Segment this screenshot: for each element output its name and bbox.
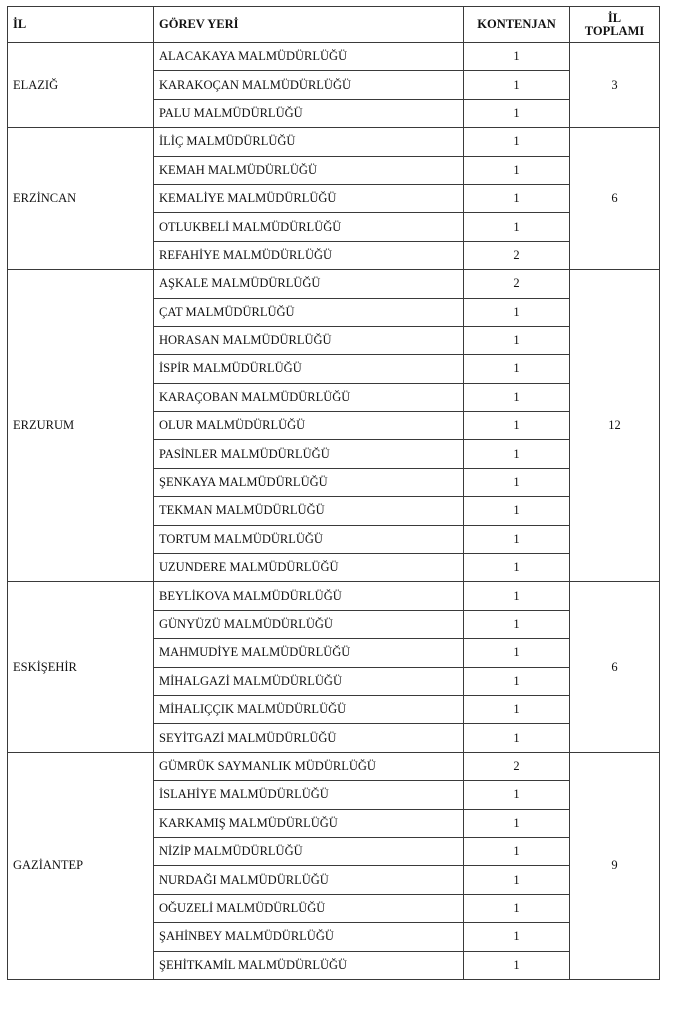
quota-cell: 1 (464, 951, 570, 979)
table-row (8, 43, 660, 71)
quota-cell: 1 (464, 639, 570, 667)
quota-cell: 1 (464, 213, 570, 241)
office-cell: TEKMAN MALMÜDÜRLÜĞÜ (154, 497, 464, 525)
office-cell: GÜMRÜK SAYMANLIK MÜDÜRLÜĞÜ (154, 752, 464, 780)
quota-cell: 1 (464, 582, 570, 610)
quota-cell: 1 (464, 184, 570, 212)
office-cell: MİHALIÇÇIK MALMÜDÜRLÜĞÜ (154, 695, 464, 723)
province-total-cell: 3 (570, 43, 660, 128)
office-cell: UZUNDERE MALMÜDÜRLÜĞÜ (154, 554, 464, 582)
header-row (8, 7, 660, 43)
quota-cell: 1 (464, 667, 570, 695)
quota-cell: 1 (464, 554, 570, 582)
quota-cell: 1 (464, 809, 570, 837)
quota-cell: 1 (464, 412, 570, 440)
office-cell: PALU MALMÜDÜRLÜĞÜ (154, 99, 464, 127)
quota-cell: 1 (464, 724, 570, 752)
quota-cell: 1 (464, 497, 570, 525)
office-cell: ŞAHİNBEY MALMÜDÜRLÜĞÜ (154, 923, 464, 951)
quota-cell: 1 (464, 781, 570, 809)
table-row (8, 128, 660, 156)
quota-cell: 1 (464, 99, 570, 127)
office-cell: KEMAH MALMÜDÜRLÜĞÜ (154, 156, 464, 184)
quota-cell: 1 (464, 128, 570, 156)
office-cell: KARAÇOBAN MALMÜDÜRLÜĞÜ (154, 383, 464, 411)
quota-cell: 1 (464, 440, 570, 468)
header-il-toplami-line2: TOPLAMI (584, 23, 645, 38)
quota-cell: 1 (464, 610, 570, 638)
office-cell: TORTUM MALMÜDÜRLÜĞÜ (154, 525, 464, 553)
table-body (8, 43, 660, 980)
office-cell: OTLUKBELİ MALMÜDÜRLÜĞÜ (154, 213, 464, 241)
office-cell: ŞENKAYA MALMÜDÜRLÜĞÜ (154, 468, 464, 496)
quota-cell: 1 (464, 298, 570, 326)
quota-cell: 1 (464, 43, 570, 71)
quota-cell: 2 (464, 270, 570, 298)
office-cell: ÇAT MALMÜDÜRLÜĞÜ (154, 298, 464, 326)
province-cell: ESKİŞEHİR (8, 582, 154, 752)
province-cell: GAZİANTEP (8, 752, 154, 979)
office-cell: ŞEHİTKAMİL MALMÜDÜRLÜĞÜ (154, 951, 464, 979)
office-cell: REFAHİYE MALMÜDÜRLÜĞÜ (154, 241, 464, 269)
header-gorev-yeri: GÖREV YERİ (154, 7, 464, 43)
quota-cell: 1 (464, 383, 570, 411)
quota-cell: 1 (464, 468, 570, 496)
province-cell: ELAZIĞ (8, 43, 154, 128)
header-il-toplami (570, 7, 660, 43)
office-cell: OLUR MALMÜDÜRLÜĞÜ (154, 412, 464, 440)
table-header (8, 7, 660, 43)
province-total-cell: 6 (570, 128, 660, 270)
province-cell: ERZURUM (8, 270, 154, 582)
office-cell: İSPİR MALMÜDÜRLÜĞÜ (154, 355, 464, 383)
office-cell: GÜNYÜZÜ MALMÜDÜRLÜĞÜ (154, 610, 464, 638)
province-total-cell: 9 (570, 752, 660, 979)
header-il: İL (8, 7, 154, 43)
quota-cell: 1 (464, 695, 570, 723)
quota-cell: 1 (464, 326, 570, 354)
quota-cell: 1 (464, 71, 570, 99)
header-kontenjan: KONTENJAN (464, 7, 570, 43)
office-cell: PASİNLER MALMÜDÜRLÜĞÜ (154, 440, 464, 468)
office-cell: İSLAHİYE MALMÜDÜRLÜĞÜ (154, 781, 464, 809)
office-cell: KARKAMIŞ MALMÜDÜRLÜĞÜ (154, 809, 464, 837)
quota-cell: 1 (464, 923, 570, 951)
province-total-cell: 6 (570, 582, 660, 752)
office-cell: OĞUZELİ MALMÜDÜRLÜĞÜ (154, 894, 464, 922)
province-cell: ERZİNCAN (8, 128, 154, 270)
table-row (8, 582, 660, 610)
table-row (8, 270, 660, 298)
table-row (8, 752, 660, 780)
quota-cell: 1 (464, 156, 570, 184)
office-cell: SEYİTGAZİ MALMÜDÜRLÜĞÜ (154, 724, 464, 752)
office-cell: BEYLİKOVA MALMÜDÜRLÜĞÜ (154, 582, 464, 610)
province-total-cell: 12 (570, 270, 660, 582)
office-cell: NURDAĞI MALMÜDÜRLÜĞÜ (154, 866, 464, 894)
office-cell: HORASAN MALMÜDÜRLÜĞÜ (154, 326, 464, 354)
office-cell: KARAKOÇAN MALMÜDÜRLÜĞÜ (154, 71, 464, 99)
office-cell: ALACAKAYA MALMÜDÜRLÜĞÜ (154, 43, 464, 71)
office-cell: İLİÇ MALMÜDÜRLÜĞÜ (154, 128, 464, 156)
office-cell: MİHALGAZİ MALMÜDÜRLÜĞÜ (154, 667, 464, 695)
quota-table (7, 6, 660, 980)
quota-cell: 1 (464, 355, 570, 383)
quota-cell: 2 (464, 241, 570, 269)
office-cell: AŞKALE MALMÜDÜRLÜĞÜ (154, 270, 464, 298)
office-cell: NİZİP MALMÜDÜRLÜĞÜ (154, 837, 464, 865)
quota-cell: 1 (464, 525, 570, 553)
office-cell: KEMALİYE MALMÜDÜRLÜĞÜ (154, 184, 464, 212)
quota-cell: 1 (464, 894, 570, 922)
header-il-toplami-line1: İL (607, 10, 622, 25)
quota-cell: 2 (464, 752, 570, 780)
quota-cell: 1 (464, 866, 570, 894)
office-cell: MAHMUDİYE MALMÜDÜRLÜĞÜ (154, 639, 464, 667)
quota-cell: 1 (464, 837, 570, 865)
